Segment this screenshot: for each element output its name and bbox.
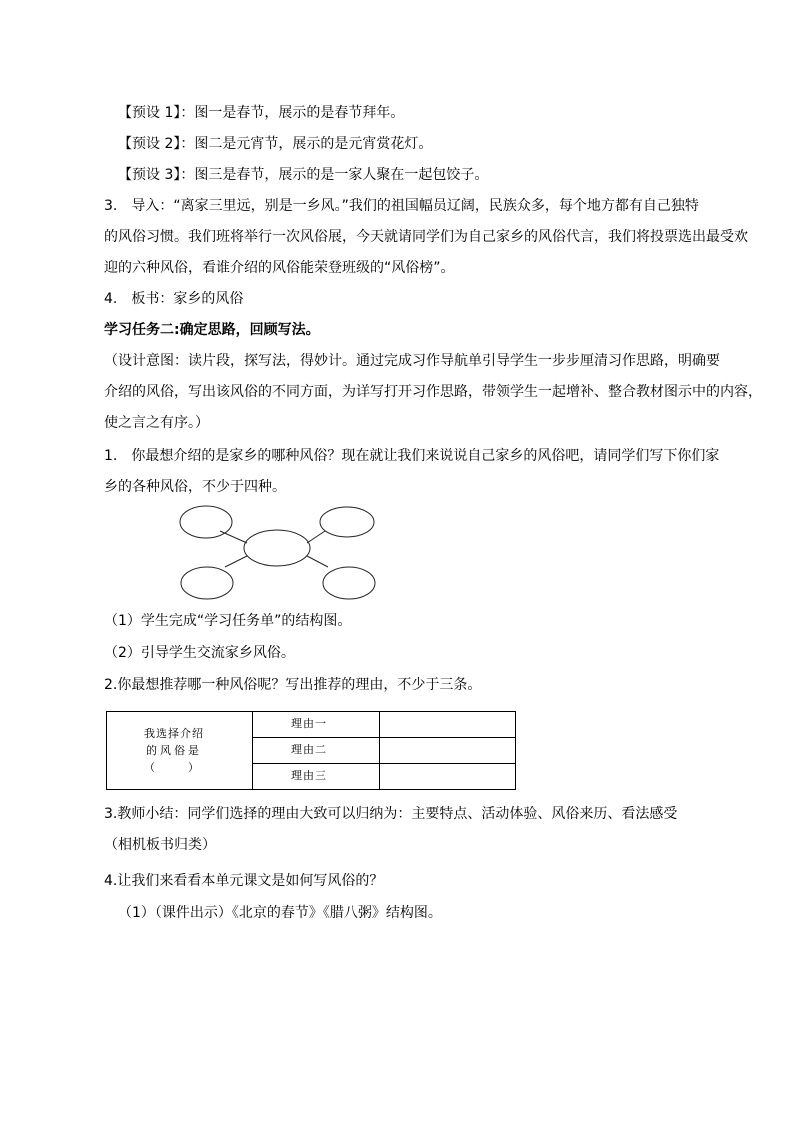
question-1-line-2: 乡的各种风俗，不少于四种。 (104, 479, 286, 495)
task-heading: 学习任务二:确定思路，回顾写法。 (104, 322, 320, 338)
design-line-1: （设计意图：读片段，探写法，得妙计。通过完成习作导航单引导学生一步步厘清习作思路，明确要 (104, 353, 720, 369)
question-3: 3.教师小结：同学们选择的理由大致可以归纳为：主要特点、活动体验、风俗来历、看法感受 (104, 806, 678, 822)
preset-2: 【预设 2】：图二是元宵节，展示的是元宵赏花灯。 (118, 136, 433, 152)
reason-1-label: 理由一 (291, 717, 327, 730)
mind-map-diagram (170, 500, 390, 605)
question-4: 4.让我们来看看本单元课文是如何写风俗的？ (104, 873, 384, 889)
intro-line-3: 迎的六种风俗，看谁介绍的风俗能荣登班级的“风俗榜”。 (104, 260, 455, 276)
step-1: （1）学生完成“学习任务单”的结构图。 (104, 613, 352, 629)
question-2: 2.你最想推荐哪一种风俗呢？写出推荐的理由，不少于三条。 (104, 677, 482, 693)
choose-blank: （ ） (144, 761, 199, 774)
intro-line-2: 的风俗习惯。我们班将举行一次风俗展，今天就请同学们为自己家乡的风俗代言，我们将投票选出最受欢 (104, 229, 748, 245)
preset-1: 【预设 1】：图一是春节，展示的是春节拜年。 (118, 105, 405, 121)
design-line-2: 介绍的风俗，写出该风俗的不同方面，为详写打开习作思路，带领学生一起增补、整合教材图示中的内容， (104, 384, 762, 400)
question-3-note: （相机板书归类） (104, 837, 216, 853)
question-4-a: （1）（课件出示）《北京的春节》《腊八粥》结构图。 (118, 905, 442, 921)
choose-label-2: 的风俗是 (146, 744, 202, 757)
reason-2-label: 理由二 (291, 743, 327, 756)
step-2: （2）引导学生交流家乡风俗。 (104, 645, 295, 661)
blackboard-title: 4. 板书：家乡的风俗 (104, 291, 244, 307)
choose-label-1: 我选择介绍 (144, 727, 204, 740)
design-line-3: 使之言之有序。） (104, 415, 209, 431)
preset-3: 【预设 3】：图三是春节，展示的是一家人聚在一起包饺子。 (118, 167, 489, 183)
question-1-line-1: 1. 你最想介绍的是家乡的哪种风俗？现在就让我们来说说自己家乡的风俗吧，请同学们写下你们家 (104, 448, 720, 464)
reason-table (106, 711, 516, 790)
intro-line-1: 3. 导入：“离家三里远，别是一乡风。”我们的祖国幅员辽阔，民族众多，每个地方都有自己独特 (104, 198, 699, 214)
reason-3-label: 理由三 (291, 769, 327, 782)
